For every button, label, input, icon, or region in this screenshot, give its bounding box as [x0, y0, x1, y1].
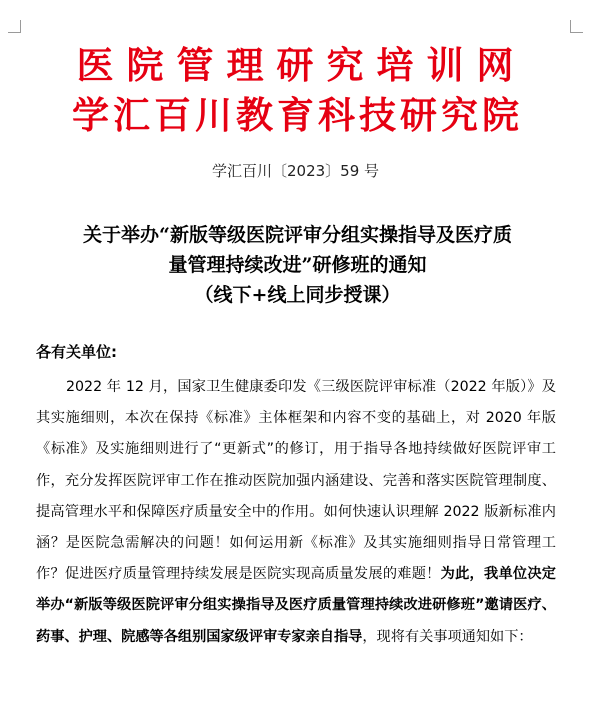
body-paragraph	[36, 372, 556, 653]
document-number: 学汇百川〔2023〕59 号	[211, 162, 380, 180]
notice-title-line-2: 量管理持续改进”研修班的通知	[168, 254, 427, 276]
notice-title-line-3: （线下+线上同步授课）	[194, 284, 401, 306]
masthead-line-1: 医院管理研究培训网	[76, 44, 527, 87]
body-text-closing: ，现将有关事项通知如下：	[362, 628, 533, 645]
crop-mark-top-right	[570, 20, 583, 33]
notice-title-line-1: 关于举办“新版等级医院评审分组实操指导及医疗质	[83, 224, 512, 246]
body-text-regular: 2022 年 12 月，国家卫生健康委印发《三级医院评审标准（2022 年版）》及其实施细则，本次在保持《标准》主体框架和内容不变的基础上，对 2020 年版《标准》及实施细则进行了“更新式”的修订，用于指导各地持续做好医院评审工作，充分发挥医院评审工作在推动医院加强内涵建设、完善和落实医院管理制度、提高管理水平和保障医疗质量安全中的作用。如何快速认识理解 2022 版新标准内涵？是医院急需解决的问题！如何运用新《标准》及其实施细则指导日常管理工作？促进医疗质量管理持续发展是医院实现高质量发展的难题！	[36, 379, 556, 583]
body-text-bold: 为此，我单位决定举办“新版等级医院评审分组实操指导及医疗质量管理持续改进研修班”邀请医疗、药事、护理、院感等各组别国家级评审专家亲自指导	[36, 566, 556, 645]
crop-mark-top-left	[8, 20, 21, 33]
salutation: 各有关单位:	[36, 343, 117, 361]
masthead-line-2: 学汇百川教育科技研究院	[72, 94, 523, 137]
